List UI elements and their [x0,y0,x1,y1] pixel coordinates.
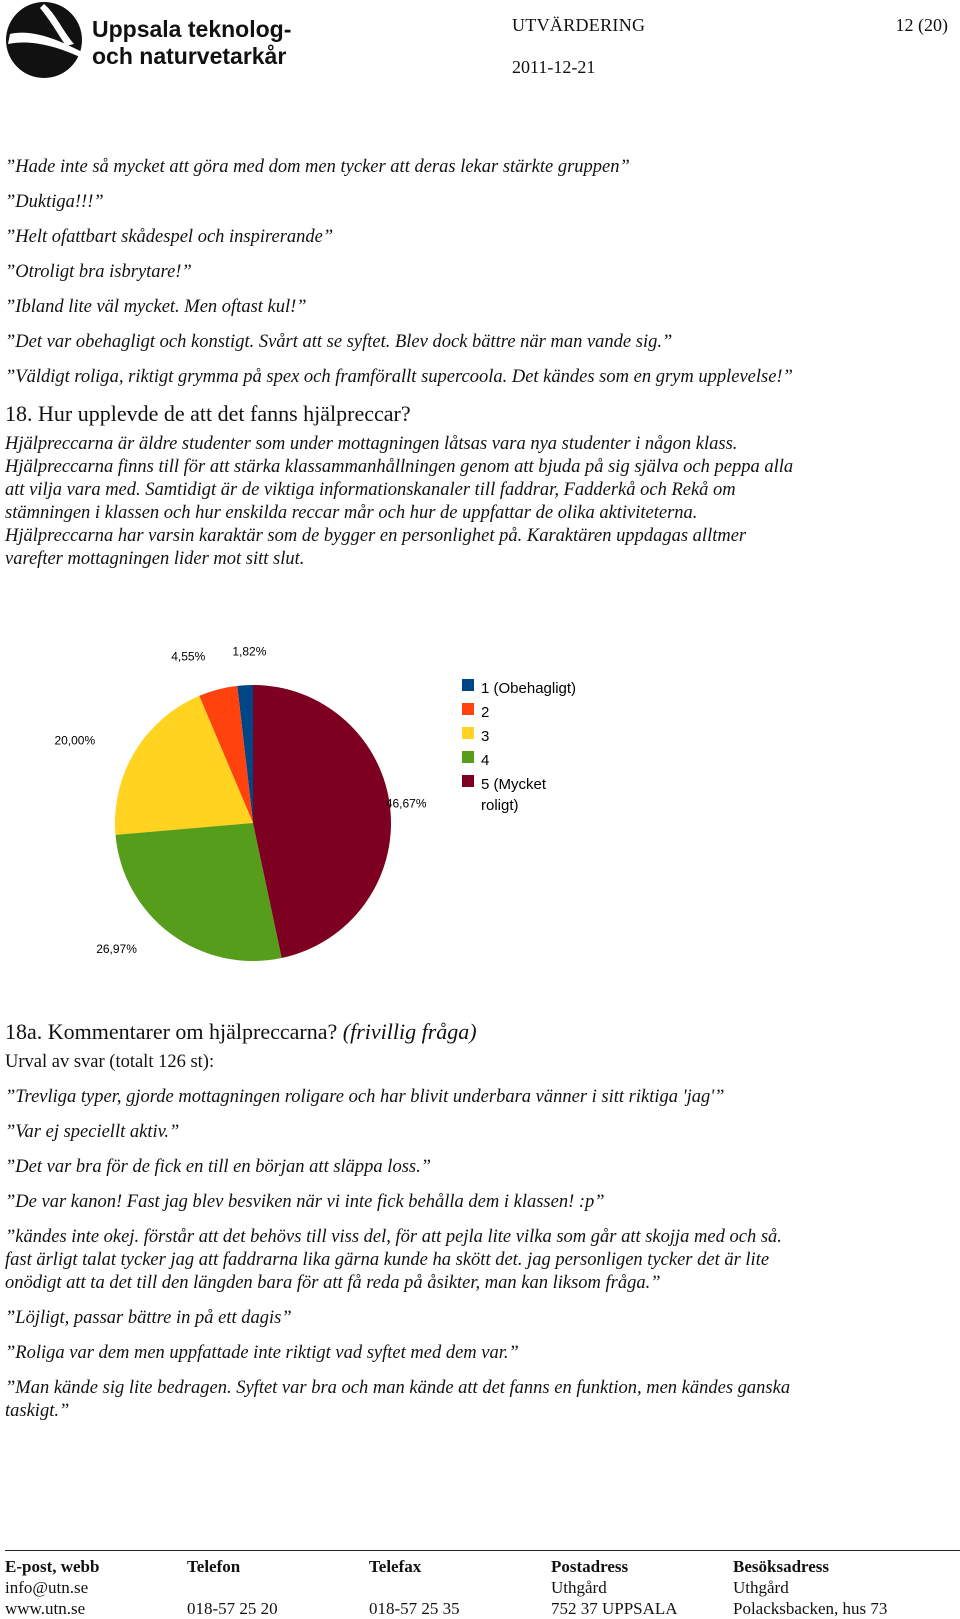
quote: ”Var ej speciellt aktiv.” [5,1122,180,1142]
footer-phone [187,1556,278,1619]
footer-phone-number: 018-57 25 20 [187,1599,278,1618]
document-body [5,156,795,1435]
footer-email[interactable]: info@utn.se [5,1578,89,1597]
quote: ”Det var bra för de fick en till en början att släppa loss.” [5,1157,432,1177]
quote: ”Helt ofattbart skådespel och inspirerande” [5,227,334,247]
question-18a-heading [5,1019,795,1045]
pie-slice-label-2: 4,55% [171,649,206,664]
footer-email-web [5,1556,99,1619]
footer-heading: Telefax [369,1557,422,1576]
organization-name-line2: och naturvetarkår [92,43,287,69]
legend-swatch-2 [462,703,474,715]
legend-label-3: 3 [481,728,490,745]
quote: ”Det var obehagligt och konstigt. Svårt att se syftet. Blev dock bättre när man vande sig.” [5,332,673,352]
legend-swatch-4 [462,751,474,763]
footer-visit-line1: Uthgård [733,1578,789,1597]
quote: ”Duktiga!!!” [5,192,104,212]
footer-postal-line2: 752 37 UPPSALA [551,1599,678,1618]
quote: ”Löjligt, passar bättre in på ett dagis” [5,1308,292,1328]
legend-label-2: 2 [481,704,490,721]
organization-name [92,16,291,70]
footer-heading: Besöksadress [733,1557,830,1576]
quote: ”De var kanon! Fast jag blev besviken när vi inte fick behålla dem i klassen! :p” [5,1192,605,1212]
pie-slice-5 [253,685,391,958]
quote: ”Man kände sig lite bedragen. Syftet var bra och man kände att det fanns en funktion, men kändes ganska taskigt.” [5,1378,791,1421]
legend-label-4: 4 [481,752,490,769]
pie-slice-label-3: 20,00% [54,733,96,748]
quote: ”kändes inte okej. förstår att det behövs till viss del, för att pejla lite vilka som går att skojja med och så. fast ärligt talat tycker jag att faddrarna lika gärna kunde ha skött det. jag personligen tycker det är lite onödigt att ta det till den längden bara för att få reda på åsikter, man kan liksom fråga.” [5,1227,782,1293]
footer-divider [5,1550,960,1551]
organization-logo [4,0,84,80]
footer-website[interactable]: www.utn.se [5,1599,86,1618]
footer-visit-line2: Polacksbacken, hus 73 [733,1599,888,1618]
pie-chart-svg [5,597,795,997]
footer-fax-number: 018-57 25 35 [369,1599,460,1618]
document-type: UTVÄRDERING [512,15,646,35]
quote: ”Hade inte så mycket att göra med dom men tycker att deras lekar stärkte gruppen” [5,157,630,177]
responses-summary: Urval av svar (totalt 126 st): [5,1052,215,1072]
page-number: 12 (20) [895,15,948,35]
footer-heading: E-post, webb [5,1557,100,1576]
question-18a-optional-note: (frivillig fråga) [342,1019,477,1044]
footer-postal-line1: Uthgård [551,1578,607,1597]
quote: ”Väldigt roliga, riktigt grymma på spex och framförallt supercoola. Det kändes som en grym upplevelse!” [5,367,793,387]
quote: ”Ibland lite väl mycket. Men oftast kul!” [5,297,307,317]
legend-label-5: 5 (Mycket roligt) [481,776,547,814]
quote: ”Roliga var dem men uppfattade inte riktigt vad syftet med dem var.” [5,1343,519,1363]
pie-slice-4 [116,823,282,961]
footer-postal-address [551,1556,678,1619]
footer-heading: Postadress [551,1557,629,1576]
pie-slice-label-5: 46,67% [385,796,427,811]
quote: ”Trevliga typer, gjorde mottagningen roligare och har blivit underbara vänner i sitt riktiga 'jag'” [5,1087,725,1107]
question-18-intro: Hjälpreccarna är äldre studenter som under mottagningen låtsas vara nya studenter i någon klass. Hjälpreccarna finns till för att stärka klassammanhållningen genom att bjuda på sig själva och peppa alla att vilja vara med. Samtidigt är de viktiga informationskanaler till faddrar, Fadderkå och Rekå om stämningen i klassen och hur enskilda reccar mår och hur de uppfattar de olika aktiviteterna. Hjälpreccarna har varsin karaktär som de bygger en personlighet på. Karaktären uppdagas alltmer varefter mottagningen lider mot sitt slut. [5,434,794,569]
question-18-heading: 18. Hur upplevde de att det fanns hjälpreccar? [5,401,411,426]
question-18a-title: 18a. Kommentarer om hjälpreccarna? [5,1019,338,1044]
document-date: 2011-12-21 [512,57,596,77]
organization-name-line1: Uppsala teknolog- [92,16,292,42]
legend-swatch-1 [462,679,474,691]
footer-visiting-address [733,1556,887,1619]
legend-label-1: 1 (Obehagligt) [481,680,577,697]
legend-swatch-3 [462,727,474,739]
footer-heading: Telefon [187,1557,241,1576]
legend-swatch-5 [462,775,474,787]
pie-slice-label-1: 1,82% [232,644,267,659]
pie-slice-label-4: 26,97% [96,942,137,957]
footer-fax [369,1556,460,1619]
quote: ”Otroligt bra isbrytare!” [5,262,192,282]
pie-chart [5,597,795,997]
